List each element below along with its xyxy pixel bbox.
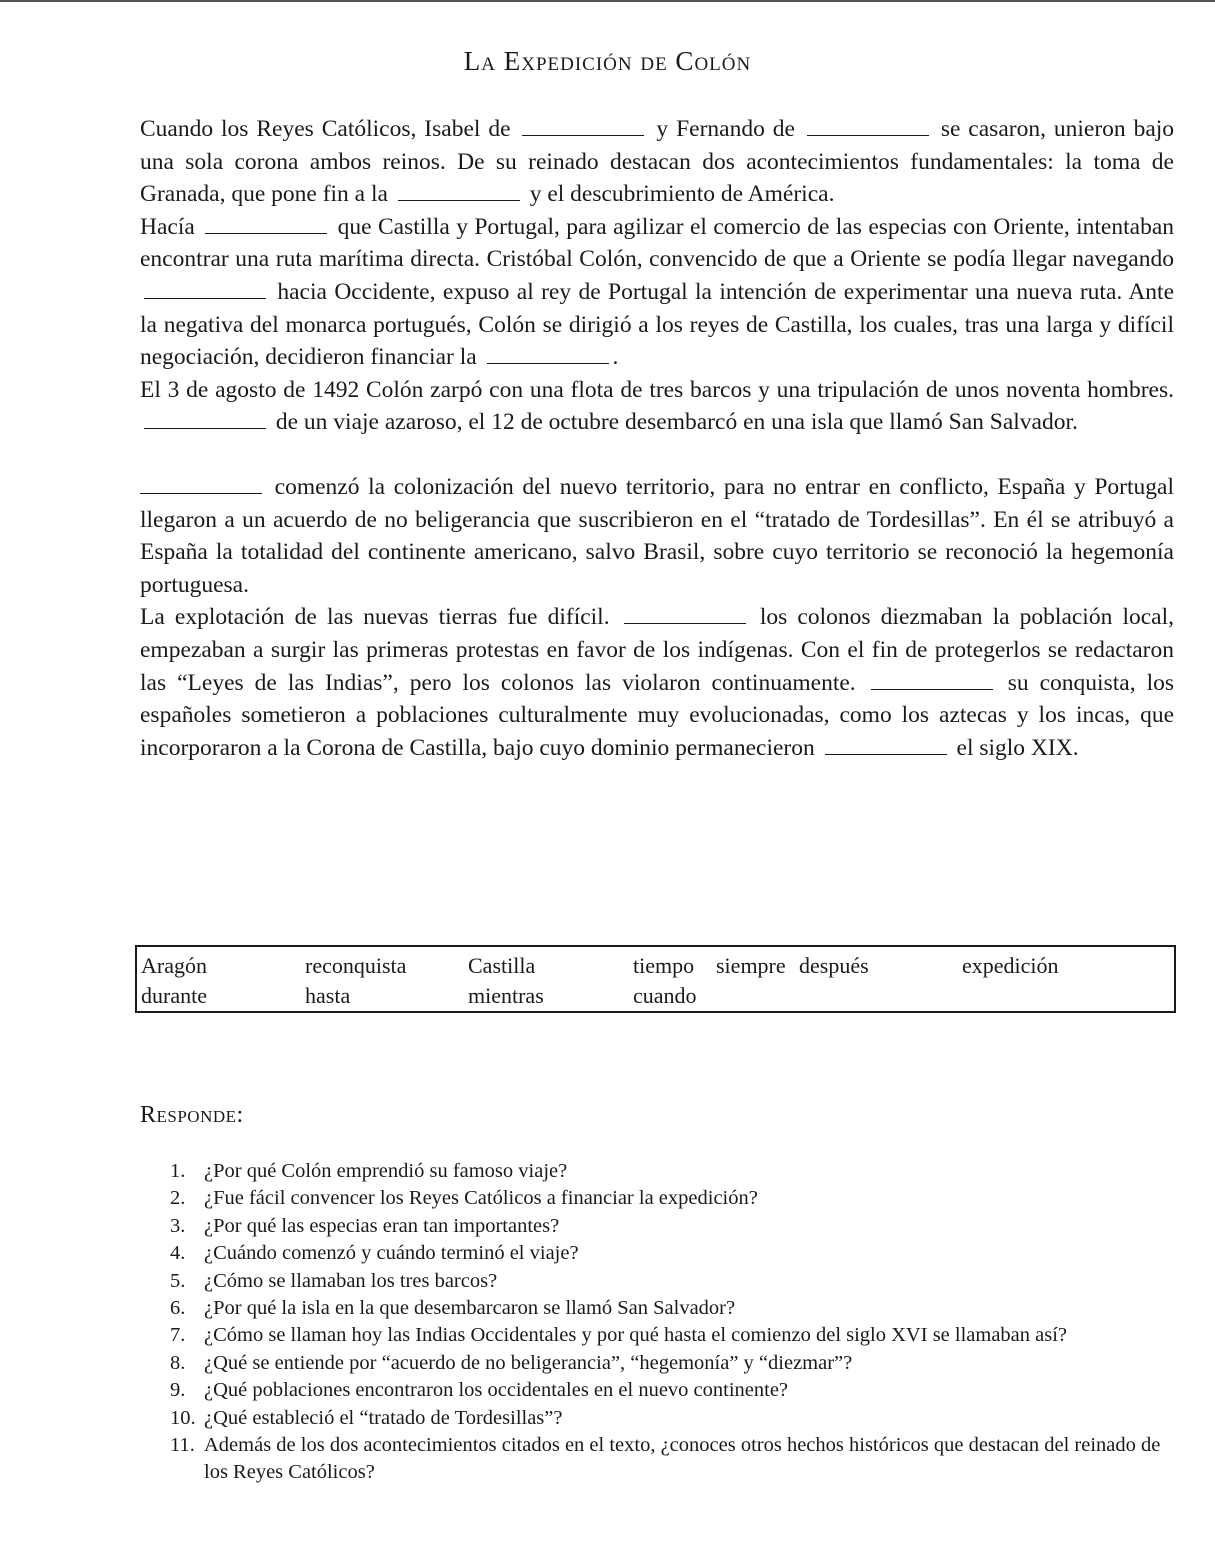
question-number: 5. — [170, 1269, 186, 1292]
question-number: 9. — [170, 1379, 186, 1402]
word-bank-item: Aragón — [141, 953, 207, 978]
blank-10[interactable] — [871, 671, 993, 690]
question-text: ¿Cómo se llaman hoy las Indias Occidentales y por qué hasta el comienzo del siglo XVI se llamaban así? — [204, 1324, 1068, 1347]
question-text: ¿Por qué las especias eran tan importantes? — [204, 1214, 560, 1237]
body-text — [140, 113, 1174, 764]
blank-5[interactable] — [144, 280, 266, 299]
word-bank-item: mientras — [468, 983, 544, 1008]
paragraph-2 — [140, 211, 1174, 374]
question-number: 8. — [170, 1351, 186, 1374]
text-run: hacia Occidente, expuso al rey de Portugal la intención de experimentar una nueva ruta. Ante la negativa del monarca portugués, Colón se dirigió a los reyes de Castilla, los cuales, tras una larga y difícil negociación, decidieron financiar la — [140, 278, 1175, 371]
paragraph-5 — [140, 601, 1174, 764]
question-number: 7. — [170, 1324, 186, 1347]
text-run: El 3 de agosto de 1492 Colón zarpó con una flota de tres barcos y una tripulación de unos noventa hombres. — [140, 376, 1174, 403]
question-item — [170, 1158, 1180, 1185]
question-number: 2. — [170, 1187, 186, 1210]
page-title: La Expedición de Colón — [463, 46, 752, 76]
question-text: ¿Por qué Colón emprendió su famoso viaje? — [204, 1160, 568, 1182]
text-run: La explotación de las nuevas tierras fue difícil. — [140, 604, 610, 631]
top-rule — [0, 0, 1215, 2]
text-run: los colonos diezmaban la población local, empezaban a surgir las primeras protestas en favor de los indígenas. Con el fin de protegerlos se redactaron las “Leyes de las Indias”, pero los colonos las violaron continuamente. — [140, 604, 1175, 696]
word-bank-item: reconquista — [305, 953, 407, 978]
question-item — [170, 1432, 1180, 1487]
text-run: el siglo XIX. — [956, 734, 1079, 761]
question-number: 3. — [170, 1214, 186, 1237]
question-item — [170, 1405, 1180, 1432]
blank-4[interactable] — [205, 215, 327, 234]
blank-2[interactable] — [807, 117, 929, 136]
question-text: ¿Qué estableció el “tratado de Tordesillas”? — [204, 1406, 563, 1429]
word-bank-item: tiempo — [633, 953, 695, 978]
paragraph-1 — [140, 113, 1174, 211]
blank-1[interactable] — [522, 117, 644, 136]
word-bank-item: hasta — [305, 983, 351, 1008]
word-bank-item: siempre — [716, 953, 786, 978]
question-text: Además de los dos acontecimientos citados en el texto, ¿conoces otros hechos históricos que destacan del reinado de los Reyes Católicos? — [204, 1434, 1161, 1484]
question-item — [170, 1240, 1180, 1267]
question-text: ¿Por qué la isla en la que desembarcaron se llamó San Salvador? — [204, 1297, 736, 1320]
text-run: de un viaje azaroso, el 12 de octubre desembarcó en una isla que llamó San Salvador. — [275, 409, 1078, 436]
blank-8[interactable] — [140, 475, 262, 494]
paragraph-4 — [140, 471, 1174, 601]
question-list — [170, 1158, 1180, 1487]
question-text: ¿Qué se entiende por “acuerdo de no beligerancia”, “hegemonía” y “diezmar”? — [204, 1351, 853, 1374]
text-run: Cuando los Reyes Católicos, Isabel de — [140, 116, 511, 142]
question-number: 4. — [170, 1242, 186, 1265]
blank-9[interactable] — [624, 605, 746, 624]
question-item — [170, 1377, 1180, 1404]
question-number: 6. — [170, 1297, 186, 1320]
word-bank-item: durante — [141, 983, 207, 1008]
question-item — [170, 1350, 1180, 1377]
question-item — [170, 1295, 1180, 1322]
question-text: ¿Cuándo comenzó y cuándo terminó el viaje? — [204, 1242, 579, 1265]
question-number: 1. — [170, 1160, 186, 1182]
responde-heading: Responde: — [140, 1102, 244, 1128]
blank-7[interactable] — [144, 410, 266, 429]
question-text: ¿Fue fácil convencer los Reyes Católicos a financiar la expedición? — [204, 1187, 758, 1210]
question-item — [170, 1185, 1180, 1212]
question-item — [170, 1322, 1180, 1349]
text-run: y el descubrimiento de América. — [529, 181, 835, 208]
question-item — [170, 1268, 1180, 1295]
word-bank-item: expedición — [962, 953, 1059, 978]
text-run: Hacía — [140, 213, 195, 240]
question-number: 10. — [170, 1406, 196, 1429]
word-bank-item: cuando — [633, 983, 697, 1008]
blank-6[interactable] — [487, 345, 609, 364]
text-run: . — [612, 344, 619, 371]
text-run: y Fernando de — [656, 116, 795, 142]
question-item — [170, 1213, 1180, 1240]
paragraph-3 — [140, 374, 1174, 439]
blank-11[interactable] — [825, 736, 947, 755]
question-number: 11. — [170, 1434, 195, 1457]
word-bank-item: Castilla — [468, 953, 536, 978]
blank-3[interactable] — [398, 182, 520, 201]
text-run: que Castilla y Portugal, para agilizar el comercio de las especias con Oriente, intentaban encontrar una ruta marítima directa. Cristóbal Colón, convencido de que a Oriente se podía llegar navegando — [140, 213, 1175, 273]
question-text: ¿Cómo se llamaban los tres barcos? — [204, 1269, 498, 1292]
text-run: comenzó la colonización del nuevo territorio, para no entrar en conflicto, España y Portugal llegaron a un acuerdo de no beligerancia que suscribieron en el “tratado de Tordesillas”. En él se atribuyó a España la totalidad del continente americano, salvo Brasil, sobre cuyo territorio se reconoció la hegemonía portuguesa. — [140, 473, 1175, 598]
word-bank — [135, 945, 1176, 1013]
text-run: se casaron, unieron bajo una sola corona ambos reinos. De su reinado destacan dos acontecimientos fundamentales: la toma de Granada, que pone fin a la — [140, 116, 1175, 208]
word-bank-item: después — [799, 953, 869, 978]
text-run: su conquista, los españoles sometieron a poblaciones culturalmente muy evolucionadas, como los aztecas y los incas, que incorporaron a la Corona de Castilla, bajo cuyo dominio permanecieron — [140, 669, 1174, 761]
question-text: ¿Qué poblaciones encontraron los occidentales en el nuevo continente? — [204, 1379, 789, 1402]
